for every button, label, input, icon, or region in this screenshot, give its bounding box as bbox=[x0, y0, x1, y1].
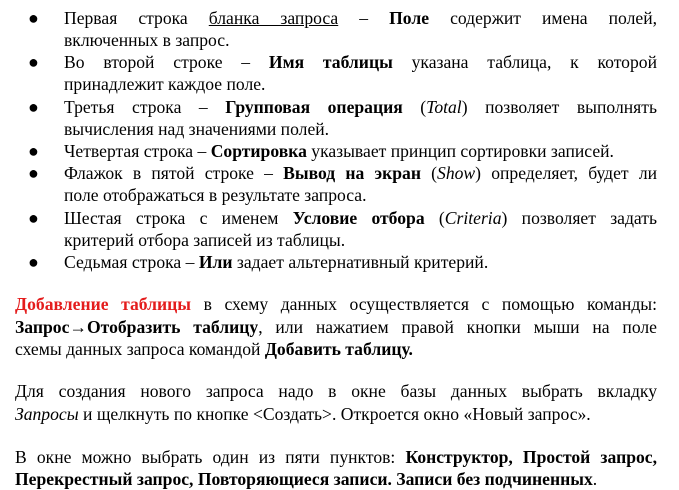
arrow-right-icon: → bbox=[69, 317, 87, 337]
bullet-icon: ● bbox=[28, 97, 39, 117]
bullet-icon: ● bbox=[28, 8, 39, 28]
bullet-2-line-1: Во второй строке – Имя таблицы указана таблица, к которой bbox=[64, 52, 657, 72]
paragraph-1-line-3: схемы данных запроса командой Добавить таблицу. bbox=[15, 339, 413, 359]
bullet-5-line-1: Флажок в пятой строке – Вывод на экран (Show) определяет, будет ли bbox=[64, 163, 658, 183]
bullet-2-line-2: принадлежит каждое поле. bbox=[64, 74, 266, 94]
bullet-3-line-1: Третья строка – Групповая операция (Total) позволяет выполнять bbox=[64, 97, 657, 117]
paragraph-2-line-1: Для создания нового запроса надо в окне базы данных выбрать вкладку bbox=[15, 381, 657, 401]
bullet-7-line-1: Седьмая строка – Или задает альтернативный критерий. bbox=[64, 252, 489, 272]
paragraph-1-line-2: Запрос→Отобразить таблицу, или нажатием правой кнопки мыши на поле bbox=[15, 317, 657, 337]
bullet-icon: ● bbox=[28, 52, 39, 72]
bullet-1-line-1: Первая строка бланка запроса – Поле содержит имена полей, bbox=[64, 8, 658, 28]
bullet-icon: ● bbox=[28, 141, 39, 161]
paragraph-1-line-1: Добавление таблицы в схему данных осуществляется с помощью команды: bbox=[15, 294, 657, 314]
bullet-icon: ● bbox=[28, 208, 39, 228]
bullet-1-line-2: включенных в запрос. bbox=[64, 30, 230, 50]
bullet-icon: ● bbox=[28, 252, 39, 272]
bullet-icon: ● bbox=[28, 163, 39, 183]
bullet-5-line-2: поле отображаться в результате запроса. bbox=[64, 185, 367, 205]
bullet-4-line-1: Четвертая строка – Сортировка указывает принцип сортировки записей. bbox=[64, 141, 614, 161]
paragraph-3-line-2: Перекрестный запрос, Повторяющиеся записи. Записи без подчиненных. bbox=[15, 469, 598, 489]
paragraph-2-line-2: Запросы и щелкнуть по кнопке <Создать>. Откроется окно «Новый запрос». bbox=[15, 404, 591, 424]
bullet-3-line-2: вычисления над значениями полей. bbox=[64, 119, 330, 139]
bullet-6-line-1: Шестая строка с именем Условие отбора (Criteria) позволяет задать bbox=[64, 208, 657, 228]
bullet-6-line-2: критерий отбора записей из таблицы. bbox=[64, 230, 346, 250]
highlight-term: Добавление таблицы bbox=[15, 294, 191, 314]
paragraph-3-line-1: В окне можно выбрать один из пяти пунктов: Конструктор, Простой запрос, bbox=[15, 447, 657, 467]
